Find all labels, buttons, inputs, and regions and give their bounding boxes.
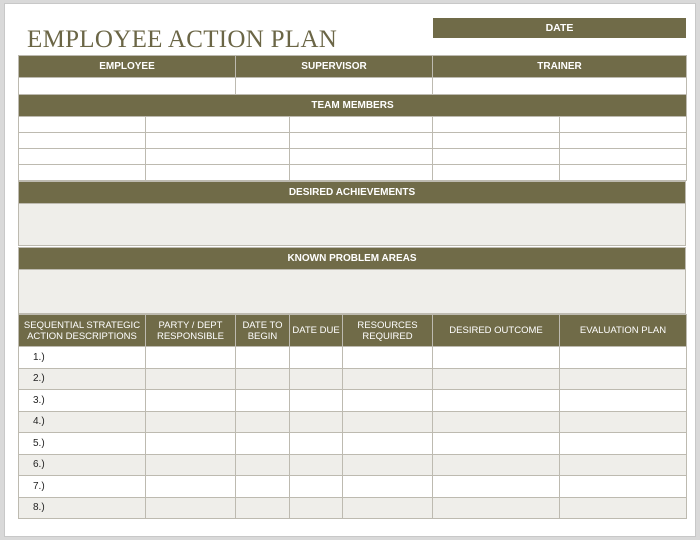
action-plan-table [18,314,687,519]
plan-cell[interactable] [146,476,236,498]
plan-cell[interactable] [146,347,236,369]
team-member-cell[interactable] [19,165,146,181]
plan-cell[interactable] [290,433,343,455]
plan-cell[interactable] [343,497,433,519]
plan-cell[interactable] [433,368,560,390]
date-header: DATE [433,18,686,38]
team-members-table [18,94,687,181]
known-problem-areas-table [18,247,686,314]
plan-cell[interactable] [236,347,290,369]
plan-cell[interactable] [290,368,343,390]
plan-cell[interactable] [343,433,433,455]
trainer-field[interactable] [433,78,687,95]
plan-cell[interactable] [560,368,687,390]
table-row [19,476,687,498]
plan-cell[interactable] [343,476,433,498]
plan-cell[interactable] [290,411,343,433]
desired-achievements-field[interactable] [19,204,686,246]
team-member-cell[interactable] [560,165,687,181]
team-member-cell[interactable] [146,165,290,181]
plan-cell[interactable] [343,347,433,369]
desired-achievements-table [18,181,686,246]
col-desired-outcome: DESIRED OUTCOME [433,315,560,347]
table-row [19,454,687,476]
team-member-cell[interactable] [146,133,290,149]
supervisor-header: SUPERVISOR [236,56,433,78]
plan-cell[interactable] [433,390,560,412]
plan-cell[interactable] [146,368,236,390]
date-field[interactable] [433,38,686,54]
team-member-cell[interactable] [290,149,433,165]
desired-achievements-header: DESIRED ACHIEVEMENTS [19,182,686,204]
plan-cell[interactable] [343,390,433,412]
plan-cell[interactable] [146,390,236,412]
plan-cell[interactable] [236,476,290,498]
people-table [18,55,687,95]
plan-cell[interactable] [146,411,236,433]
team-member-cell[interactable] [19,133,146,149]
action-plan-page [4,3,696,537]
row-number[interactable]: 6.) [19,454,146,476]
table-row [19,368,687,390]
plan-cell[interactable] [290,454,343,476]
plan-cell[interactable] [343,454,433,476]
row-number[interactable]: 7.) [19,476,146,498]
row-number[interactable]: 4.) [19,411,146,433]
team-member-cell[interactable] [433,165,560,181]
employee-field[interactable] [19,78,236,95]
plan-cell[interactable] [146,497,236,519]
team-member-cell[interactable] [290,165,433,181]
plan-cell[interactable] [290,476,343,498]
plan-cell[interactable] [236,497,290,519]
plan-cell[interactable] [560,454,687,476]
row-number[interactable]: 8.) [19,497,146,519]
col-date-to-begin: DATE TO BEGIN [236,315,290,347]
table-row [19,411,687,433]
table-row [19,347,687,369]
team-member-cell[interactable] [433,117,560,133]
known-problem-areas-header: KNOWN PROBLEM AREAS [19,248,686,270]
plan-cell[interactable] [290,347,343,369]
table-row [19,390,687,412]
plan-cell[interactable] [236,411,290,433]
team-member-cell[interactable] [19,117,146,133]
col-party-responsible: PARTY / DEPT RESPONSIBLE [146,315,236,347]
plan-cell[interactable] [290,390,343,412]
plan-cell[interactable] [433,411,560,433]
table-row [19,497,687,519]
row-number[interactable]: 2.) [19,368,146,390]
page-title: EMPLOYEE ACTION PLAN [27,26,338,53]
team-member-cell[interactable] [146,149,290,165]
known-problem-areas-field[interactable] [19,270,686,314]
trainer-header: TRAINER [433,56,687,78]
row-number[interactable]: 5.) [19,433,146,455]
plan-cell[interactable] [560,347,687,369]
team-member-cell[interactable] [560,149,687,165]
table-row [19,433,687,455]
plan-cell[interactable] [433,497,560,519]
row-number[interactable]: 3.) [19,390,146,412]
col-date-due: DATE DUE [290,315,343,347]
team-member-cell[interactable] [433,133,560,149]
plan-cell[interactable] [560,476,687,498]
plan-cell[interactable] [236,454,290,476]
plan-cell[interactable] [433,454,560,476]
plan-cell[interactable] [433,476,560,498]
plan-cell[interactable] [560,411,687,433]
plan-cell[interactable] [433,347,560,369]
plan-cell[interactable] [343,411,433,433]
supervisor-field[interactable] [236,78,433,95]
plan-cell[interactable] [290,497,343,519]
col-resources-required: RESOURCES REQUIRED [343,315,433,347]
employee-header: EMPLOYEE [19,56,236,78]
team-member-cell[interactable] [560,117,687,133]
team-member-cell[interactable] [290,133,433,149]
row-number[interactable]: 1.) [19,347,146,369]
plan-cell[interactable] [560,497,687,519]
plan-cell[interactable] [343,368,433,390]
team-member-cell[interactable] [290,117,433,133]
plan-cell[interactable] [433,433,560,455]
team-members-header: TEAM MEMBERS [19,95,687,117]
plan-cell[interactable] [146,433,236,455]
col-evaluation-plan: EVALUATION PLAN [560,315,687,347]
plan-cell[interactable] [236,433,290,455]
plan-cell[interactable] [560,433,687,455]
plan-cell[interactable] [236,390,290,412]
plan-cell[interactable] [146,454,236,476]
col-action-descriptions: SEQUENTIAL STRATEGIC ACTION DESCRIPTIONS [19,315,146,347]
team-member-cell[interactable] [433,149,560,165]
team-member-cell[interactable] [146,117,290,133]
team-member-cell[interactable] [560,133,687,149]
plan-cell[interactable] [236,368,290,390]
plan-cell[interactable] [560,390,687,412]
team-member-cell[interactable] [19,149,146,165]
